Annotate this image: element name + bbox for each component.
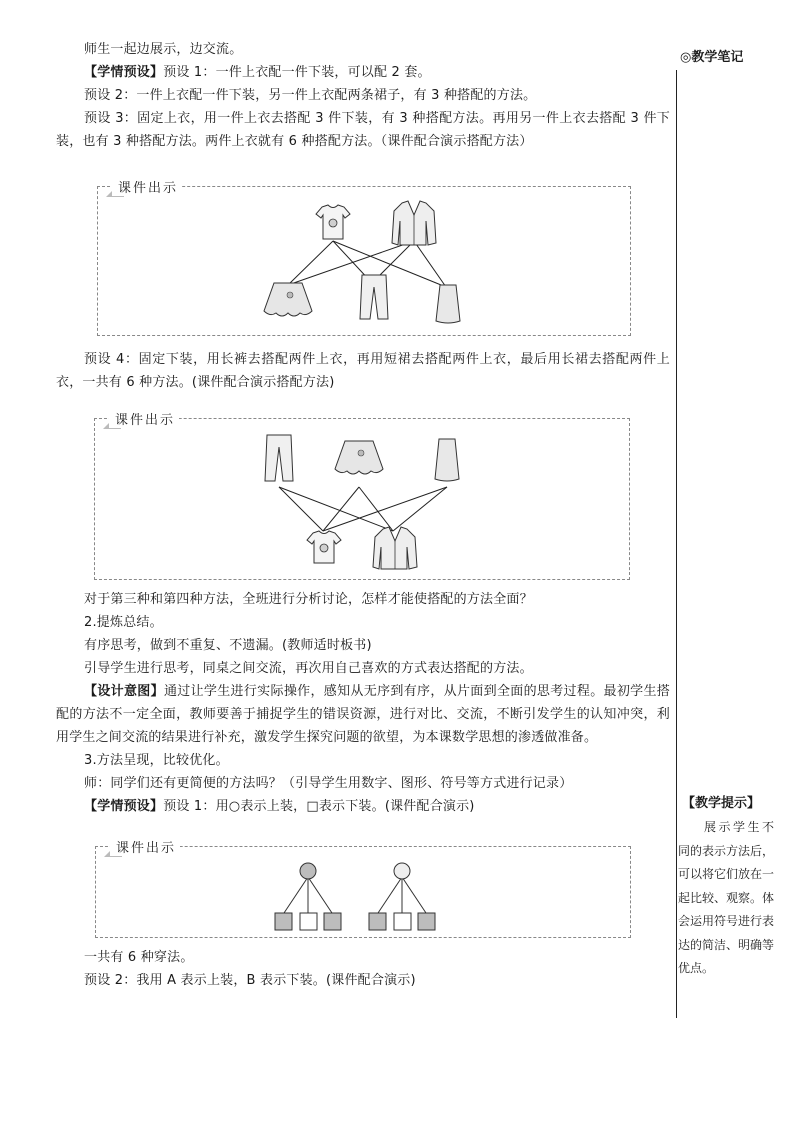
symbol-tree-figure (96, 847, 630, 937)
paragraph: 预设 2：我用 A 表示上装，B 表示下装。(课件配合演示) (84, 973, 416, 988)
courseware-label: 课件出示 (109, 409, 179, 428)
teaching-tip-body: 展示学生不同的表示方法后，可以将它们放在一起比较、观察。体会运用符号进行表达的简洁、明确等优点。 (678, 820, 775, 975)
paragraph: 引导学生进行思考，同桌之间交流，再次用自己喜欢的方式表达搭配的方法。 (84, 661, 533, 676)
t-shirt-icon (316, 205, 350, 239)
paragraph: 【学情预设】预设 1：一件上衣配一件下装，可以配 2 套。 (84, 65, 431, 80)
courseware-label: 课件出示 (110, 837, 180, 856)
long-skirt-icon (436, 285, 460, 323)
t-shirt-icon (307, 531, 341, 563)
skirt-icon (264, 283, 312, 316)
courseware-box-3 (95, 841, 631, 938)
main-content (56, 38, 670, 153)
jacket-icon (392, 201, 436, 245)
sidebar-divider (676, 70, 677, 1018)
courseware-label: 课件出示 (112, 177, 182, 196)
courseware-box-2 (94, 413, 630, 580)
paragraph-group-mid (56, 348, 670, 394)
symbol-tree-dark (275, 863, 341, 930)
long-skirt-icon (435, 439, 459, 481)
paragraph: 一共有 6 种穿法。 (84, 950, 194, 965)
jacket-icon (373, 527, 417, 569)
skirt-icon (335, 441, 383, 474)
clothing-matching-figure-1 (98, 187, 630, 335)
paragraph: 预设 2：一件上衣配一件下装，另一件上衣配两条裙子，有 3 种搭配的方法。 (84, 88, 537, 103)
paragraph: 【学情预设】预设 1：用○表示上装，□表示下装。(课件配合演示) (84, 799, 475, 814)
paragraph: 2.提炼总结。 (84, 615, 163, 630)
paragraph: 预设 4：固定下装，用长裤去搭配两件上衣，再用短裙去搭配两件上衣，最后用长裙去搭配两件上衣，一共有 6 种方法。(课件配合演示搭配方法) (56, 352, 670, 390)
paragraph-group-bottom (56, 946, 670, 992)
pants-icon (360, 275, 388, 319)
paragraph: 【设计意图】通过让学生进行实际操作，感知从无序到有序，从片面到全面的思考过程。最初学生搭配的方法不一定全面，教师要善于捕捉学生的错误资源，进行对比、交流，不断引发学生的认知冲突，利用学生之间交流的结果进行补充，激发学生探究问题的欲望，为本课数学思想的渗透做准备。 (56, 684, 671, 745)
paragraph: 有序思考，做到不重复、不遗漏。(教师适时板书) (84, 638, 372, 653)
paragraph: 预设 3：固定上衣，用一件上衣去搭配 3 件下装，有 3 种搭配方法。再用另一件上衣去搭配 3 件下装，也有 3 种搭配方法。两件上衣就有 6 种搭配方法。（课件配合演示搭配方法） (56, 111, 670, 149)
paragraph-group-lower (56, 588, 670, 818)
paragraph: 3.方法呈现，比较优化。 (84, 753, 229, 768)
paragraph: 师：同学们还有更简便的方法吗？（引导学生用数字、图形、符号等方式进行记录） (84, 776, 573, 791)
teaching-notes-title: ◎教学笔记 (680, 50, 744, 65)
paragraph: 对于第三种和第四种方法，全班进行分析讨论，怎样才能使搭配的方法全面？ (84, 592, 533, 607)
pants-icon (265, 435, 293, 481)
paragraph: 师生一起边展示，边交流。 (84, 42, 243, 57)
clothing-matching-figure-2 (95, 419, 629, 579)
teaching-tip-title: 【教学提示】 (682, 796, 761, 811)
paragraph-group-top (56, 38, 670, 153)
symbol-tree-light (369, 863, 435, 930)
courseware-box-1 (97, 181, 631, 336)
